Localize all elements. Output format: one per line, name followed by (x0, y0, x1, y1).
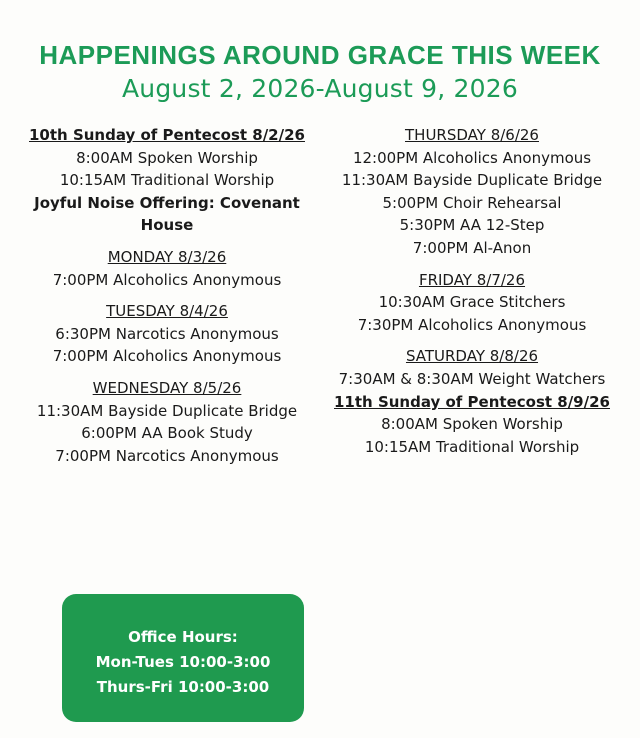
page-title: HAPPENINGS AROUND GRACE THIS WEEK (39, 40, 601, 70)
event-line: 8:00AM Spoken Worship (381, 415, 563, 434)
office-hours-title: Office Hours: (128, 628, 238, 646)
event-line: 7:00PM Al-Anon (412, 238, 532, 257)
event-line: 11:30AM Bayside Duplicate Bridge (36, 401, 298, 420)
day-heading-thursday: THURSDAY 8/6/26 (405, 126, 539, 144)
day-heading-tuesday: TUESDAY 8/4/26 (106, 302, 228, 321)
day-heading-saturday: SATURDAY 8/8/26 (405, 347, 539, 366)
day-heading-wednesday: WEDNESDAY 8/5/26 (92, 378, 242, 397)
event-line: 10:15AM Traditional Worship (364, 437, 580, 456)
day-heading-sunday-8-9: 11th Sunday of Pentecost 8/9/26 (334, 392, 610, 411)
office-hours-thurs-fri: Thurs-Fri 10:00-3:00 (96, 678, 270, 696)
event-line: 10:15AM Traditional Worship (59, 171, 275, 190)
event-line: 12:00PM Alcoholics Anonymous (352, 148, 592, 167)
event-line: 5:00PM Choir Rehearsal (382, 193, 562, 212)
day-heading-friday: FRIDAY 8/7/26 (418, 270, 526, 289)
day-heading-monday: MONDAY 8/3/26 (107, 247, 227, 266)
event-line: 7:30PM Alcoholics Anonymous (357, 315, 587, 334)
schedule-right-column (312, 124, 632, 458)
offering-note: House (140, 216, 194, 235)
office-hours-box (62, 594, 304, 722)
event-line: 11:30AM Bayside Duplicate Bridge (341, 171, 603, 190)
event-line: 6:30PM Narcotics Anonymous (55, 324, 279, 343)
event-line: 7:30AM & 8:30AM Weight Watchers (338, 369, 606, 388)
event-line: 6:00PM AA Book Study (81, 424, 253, 443)
event-line: 8:00AM Spoken Worship (76, 148, 258, 167)
event-line: 5:30PM AA 12-Step (399, 216, 545, 235)
event-line: 10:30AM Grace Stitchers (378, 293, 566, 312)
event-line: 7:00PM Alcoholics Anonymous (52, 347, 282, 366)
office-hours-mon-tues: Mon-Tues 10:00-3:00 (95, 653, 271, 671)
offering-note: Joyful Noise Offering: Covenant (34, 193, 300, 212)
event-line: 7:00PM Alcoholics Anonymous (52, 270, 282, 289)
schedule-left-column (12, 124, 322, 467)
date-range: August 2, 2026-August 9, 2026 (122, 74, 518, 103)
event-line: 7:00PM Narcotics Anonymous (55, 446, 279, 465)
day-heading-sunday-8-2: 10th Sunday of Pentecost 8/2/26 (29, 126, 305, 144)
